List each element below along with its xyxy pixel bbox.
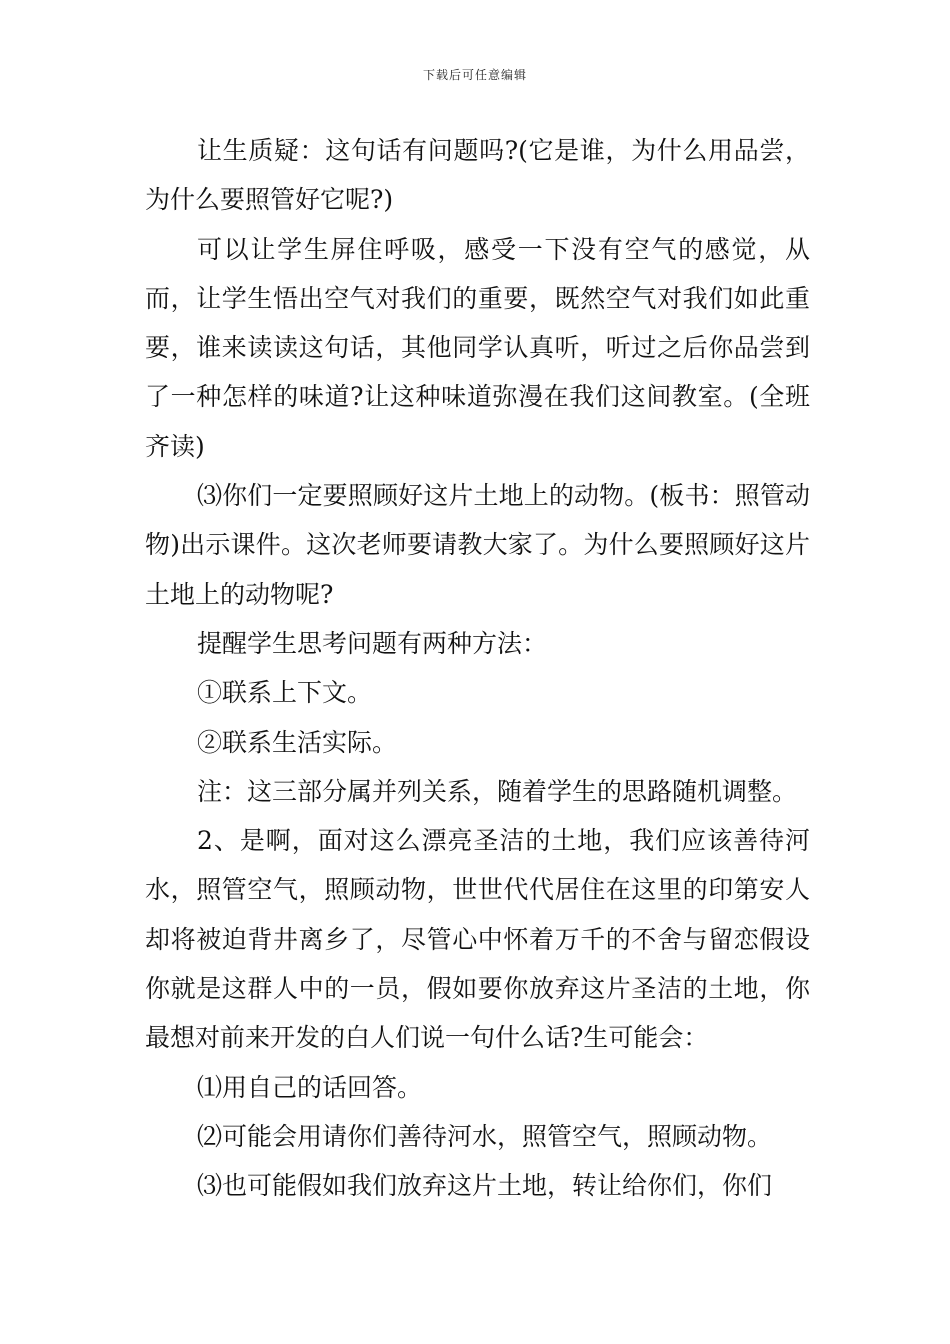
paragraph-answer-3: ⑶也可能假如我们放弃这片土地，转让给你们，你们 (197, 1171, 773, 1201)
page-header: 下载后可任意编辑 (422, 68, 527, 82)
paragraph-animals: ⑶你们一定要照顾好这片土地上的动物。(板书：照管动物)出示课件。这次老师要请教大家了。为什么要照顾好这片土地上的动物呢? (145, 481, 810, 609)
paragraph-answer-2: ⑵可能会用请你们善待河水，照管空气，照顾动物。 (197, 1121, 773, 1151)
paragraph-note: 注：这三部分属并列关系，随着学生的思路随机调整。 (197, 776, 798, 806)
paragraph-air: 可以让学生屏住呼吸，感受一下没有空气的感觉，从而，让学生悟出空气对我们的重要，既然空气对我们如此重要，谁来读读这句话，其他同学认真听，听过之后你品尝到了一种怎样的味道?让这种味道弥漫在我们这间教室。(全班齐读) (145, 234, 810, 461)
paragraph-method-2: ②联系生活实际。 (197, 727, 398, 757)
paragraph-question: 让生质疑：这句话有问题吗?(它是谁，为什么用品尝，为什么要照管好它呢?) (145, 136, 810, 215)
paragraph-answer-1: ⑴用自己的话回答。 (197, 1072, 423, 1102)
paragraph-method-1: ①联系上下文。 (197, 678, 373, 708)
paragraph-section-2: 2、是啊，面对这么漂亮圣洁的土地，我们应该善待河水，照管空气，照顾动物，世世代代居住在这里的印第安人却将被迫背井离乡了，尽管心中怀着万千的不舍与留恋假设你就是这群人中的一员，假如要你放弃这片圣洁的土地，你最想对前来开发的白人们说一句什么话?生可能会： (145, 826, 810, 1053)
document-body (145, 126, 810, 1211)
paragraph-methods: 提醒学生思考问题有两种方法： (197, 628, 548, 658)
